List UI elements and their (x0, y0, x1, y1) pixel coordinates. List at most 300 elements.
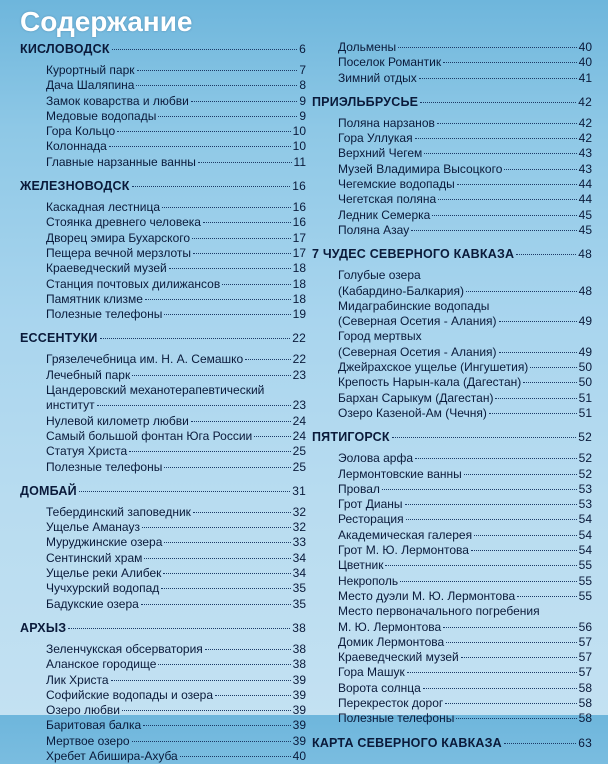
toc-entry[interactable] (20, 231, 306, 246)
entry-title: Медовые водопады (46, 108, 157, 123)
entry-title: Краеведческий музей (338, 650, 459, 665)
toc-entry[interactable] (20, 292, 306, 307)
toc-entry[interactable] (20, 215, 306, 230)
dot-leader (79, 491, 290, 492)
dot-leader (423, 688, 577, 689)
toc-entry[interactable] (312, 711, 592, 726)
toc-entry[interactable] (312, 299, 592, 330)
entry-title: Бархан Сарыкум (Дагестан) (338, 390, 494, 405)
dot-leader (466, 291, 577, 292)
dot-leader (446, 642, 576, 643)
dot-leader (180, 756, 291, 757)
entry-title: Зимний отдых (338, 70, 417, 85)
dot-leader (400, 581, 577, 582)
page-number: 48 (578, 283, 592, 298)
page-number: 32 (292, 504, 306, 519)
toc-entry[interactable] (20, 551, 306, 566)
page-number: 25 (292, 459, 306, 474)
dot-leader (132, 186, 291, 187)
page-number: 44 (578, 192, 592, 207)
toc-entry[interactable] (20, 261, 306, 276)
section-heading[interactable] (20, 42, 306, 57)
dot-leader (163, 573, 290, 574)
dot-leader (142, 527, 291, 528)
page-number: 57 (578, 650, 592, 665)
toc-entry[interactable] (312, 528, 592, 543)
page-number: 17 (292, 230, 306, 245)
page-title: Содержание (20, 6, 193, 37)
dot-leader (415, 458, 577, 459)
page-number: 6 (299, 42, 306, 56)
entry-title: Зеленчукская обсерватория (46, 641, 203, 656)
page-number: 43 (578, 161, 592, 176)
entry-title: Дворец эмира Бухарского (46, 230, 191, 245)
section-spacer (312, 421, 592, 430)
page-number: 8 (299, 78, 306, 93)
toc-entry[interactable] (20, 63, 306, 78)
entry-title-line (46, 398, 306, 413)
page-number: 9 (299, 93, 306, 108)
toc-entry[interactable] (312, 162, 592, 177)
entry-title: (Северная Осетия - Алания) (338, 344, 497, 359)
page-number: 42 (578, 115, 592, 130)
entry-title: Озеро любви (46, 703, 121, 718)
toc-entry[interactable] (20, 414, 306, 429)
dot-leader (215, 695, 291, 696)
entry-title: Полезные телефоны (46, 307, 163, 322)
dot-leader (424, 153, 576, 154)
dot-leader (164, 467, 290, 468)
dot-leader (132, 741, 291, 742)
toc-entry[interactable] (20, 94, 306, 109)
entry-title: Цветник (338, 558, 384, 573)
toc-entry[interactable] (312, 223, 592, 238)
toc-entry[interactable] (312, 391, 592, 406)
toc-entry[interactable] (312, 360, 592, 375)
page-number: 52 (578, 430, 592, 445)
toc-entry[interactable] (312, 558, 592, 573)
entry-title: Провал (338, 481, 380, 496)
entry-title: Лечебный парк (46, 367, 131, 382)
page-number: 39 (292, 687, 306, 702)
dot-leader (406, 519, 577, 520)
page-number: 18 (292, 261, 306, 276)
entry-title: Академическая галерея (338, 527, 473, 542)
entry-title: Поселок Романтик (338, 55, 442, 70)
toc-entry[interactable] (312, 482, 592, 497)
section-title: АРХЫЗ (20, 620, 67, 635)
dot-leader (97, 405, 291, 406)
dot-leader (438, 199, 576, 200)
dot-leader (191, 101, 298, 102)
dot-leader (517, 596, 577, 597)
toc-entry[interactable] (312, 208, 592, 223)
page-number: 50 (578, 360, 592, 375)
entry-title: М. Ю. Лермонтова (338, 619, 442, 634)
dot-leader (112, 49, 297, 50)
dot-leader (129, 451, 290, 452)
entry-title-line: Голубые озера (338, 268, 421, 283)
page-number: 34 (292, 566, 306, 581)
page-number: 38 (292, 641, 306, 656)
entry-title: Замок коварства и любви (46, 93, 189, 108)
toc-entry[interactable] (312, 512, 592, 527)
section-heading[interactable] (312, 95, 592, 110)
page-number: 43 (578, 146, 592, 161)
section-heading[interactable] (312, 430, 592, 445)
dot-leader (405, 504, 577, 505)
toc-section (312, 238, 592, 421)
entry-title: Ущелье Аманауз (46, 520, 140, 535)
page-number: 58 (578, 711, 592, 726)
page-number: 63 (578, 735, 592, 750)
dot-leader (162, 207, 291, 208)
dot-leader (516, 254, 576, 255)
toc-entry[interactable] (20, 505, 306, 520)
dot-leader (192, 238, 291, 239)
page-number: 23 (292, 367, 306, 382)
page-number: 52 (578, 451, 592, 466)
toc-entry[interactable] (312, 635, 592, 650)
dot-leader (504, 169, 576, 170)
page-number: 24 (292, 413, 306, 428)
toc-entry[interactable] (20, 109, 306, 124)
dot-leader (205, 649, 291, 650)
section-spacer (20, 170, 306, 179)
section-spacer (20, 322, 306, 331)
page-number: 49 (578, 314, 592, 329)
section-heading[interactable] (20, 179, 306, 194)
dot-leader (122, 710, 291, 711)
toc-entry[interactable] (312, 650, 592, 665)
entry-title: Грот Дианы (338, 497, 403, 512)
entry-title-line: Мидаграбинские водопады (338, 298, 490, 313)
toc-entry[interactable] (312, 177, 592, 192)
dot-leader (136, 85, 297, 86)
section-title: 7 ЧУДЕС СЕВЕРНОГО КАВКАЗА (312, 247, 515, 262)
entry-title: Станция почтовых дилижансов (46, 276, 221, 291)
toc-entry[interactable] (312, 696, 592, 711)
toc-entry[interactable] (20, 535, 306, 550)
page-number: 10 (292, 124, 306, 139)
section-title: ДОМБАЙ (20, 483, 77, 498)
page-number: 51 (578, 390, 592, 405)
toc-entry[interactable] (312, 116, 592, 131)
page-number: 24 (292, 428, 306, 443)
page-number: 39 (292, 672, 306, 687)
section-heading[interactable] (312, 247, 592, 262)
toc-entry[interactable] (20, 352, 306, 367)
toc-entry[interactable] (312, 681, 592, 696)
page-number: 39 (292, 733, 306, 748)
page-number: 9 (299, 108, 306, 123)
page-number: 52 (578, 466, 592, 481)
dot-leader (443, 627, 576, 628)
page-number: 23 (292, 398, 306, 413)
entry-title: Чегемские водопады (338, 177, 455, 192)
entry-title: Самый большой фонтан Юга России (46, 428, 253, 443)
dot-leader (392, 437, 577, 438)
toc-entry[interactable] (312, 665, 592, 680)
dot-leader (523, 382, 576, 383)
entry-title: Крепость Нарын-кала (Дагестан) (338, 375, 522, 390)
page-number: 32 (292, 520, 306, 535)
toc-entry[interactable] (20, 734, 306, 749)
entry-title: Хребет Абишира-Ахуба (46, 748, 178, 763)
page-number: 41 (578, 70, 592, 85)
section-title: ЕССЕНТУКИ (20, 331, 98, 346)
page-number: 56 (578, 619, 592, 634)
entry-title: Эолова арфа (338, 451, 413, 466)
dot-leader (191, 421, 291, 422)
toc-section (312, 86, 592, 238)
dot-leader (203, 222, 291, 223)
toc-entry[interactable] (312, 543, 592, 558)
toc-entry[interactable] (312, 40, 592, 55)
toc-right-column (312, 40, 592, 757)
dot-leader (420, 102, 576, 103)
entry-title: Нулевой километр любви (46, 413, 189, 428)
entry-title-line (338, 345, 592, 360)
dot-leader (169, 268, 291, 269)
toc-section (20, 612, 306, 764)
dot-leader (415, 138, 577, 139)
toc-entry[interactable] (20, 657, 306, 672)
entry-title: Муруджинские озера (46, 535, 163, 550)
toc-entry[interactable] (312, 406, 592, 421)
toc-left-column (20, 42, 306, 764)
toc-entry[interactable] (312, 71, 592, 86)
entry-title: Мертвое озеро (46, 733, 130, 748)
toc-section (20, 170, 306, 322)
page-number: 57 (578, 634, 592, 649)
entry-title: Лик Христа (46, 672, 109, 687)
toc-section (20, 475, 306, 612)
toc-entry[interactable] (312, 268, 592, 299)
toc-entry[interactable] (312, 467, 592, 482)
page-number: 35 (292, 596, 306, 611)
entry-title: Баритовая балка (46, 718, 142, 733)
entry-title: Поляна нарзанов (338, 115, 435, 130)
page-number: 58 (578, 680, 592, 695)
page-number: 7 (299, 63, 306, 77)
toc-section (20, 322, 306, 474)
toc-entry[interactable] (20, 444, 306, 459)
section-spacer (312, 86, 592, 95)
entry-title: Каскадная лестница (46, 200, 161, 215)
section-heading[interactable] (20, 331, 306, 346)
page-number: 33 (292, 535, 306, 550)
toc-entry[interactable] (20, 749, 306, 764)
section-spacer (312, 238, 592, 247)
dot-leader (474, 535, 577, 536)
dot-leader (111, 680, 291, 681)
toc-entry[interactable] (312, 604, 592, 635)
toc-entry[interactable] (20, 139, 306, 154)
entry-title-line: Цандеровский механотерапевтический (46, 383, 265, 398)
entry-title: Краеведческий музей (46, 261, 167, 276)
toc-entry[interactable] (20, 597, 306, 612)
toc-entry[interactable] (312, 146, 592, 161)
dot-leader (117, 131, 291, 132)
dot-leader (398, 47, 577, 48)
entry-title: Верхний Чегем (338, 146, 423, 161)
entry-title-line (338, 284, 592, 299)
entry-title: Домик Лермонтова (338, 634, 445, 649)
dot-leader (495, 398, 576, 399)
page-number: 48 (578, 247, 592, 262)
dot-leader (504, 743, 576, 744)
page-number: 16 (292, 179, 306, 194)
entry-title: Главные нарзанные ванны (46, 154, 196, 169)
dot-leader (382, 489, 577, 490)
dot-leader (245, 359, 290, 360)
section-title: ПРИЭЛЬБРУСЬЕ (312, 94, 419, 109)
toc-entry[interactable] (312, 131, 592, 146)
page-number: 55 (578, 573, 592, 588)
toc-entry[interactable] (20, 246, 306, 261)
entry-title: Грязелечебница им. Н. А. Семашко (46, 352, 244, 367)
toc-entry[interactable] (312, 55, 592, 70)
section-title: ПЯТИГОРСК (312, 430, 390, 445)
page-number: 45 (578, 207, 592, 222)
dot-leader (443, 62, 577, 63)
page-number: 38 (292, 657, 306, 672)
dot-leader (132, 375, 290, 376)
page-number: 42 (578, 131, 592, 146)
dot-leader (193, 512, 291, 513)
toc-entry[interactable] (20, 78, 306, 93)
toc-entry[interactable] (20, 688, 306, 703)
dot-leader (385, 565, 576, 566)
toc-entry[interactable] (20, 718, 306, 733)
toc-entry[interactable] (20, 566, 306, 581)
dot-leader (499, 352, 577, 353)
dot-leader (144, 558, 290, 559)
entry-title: Бадукские озера (46, 596, 139, 611)
toc-entry[interactable] (20, 429, 306, 444)
dot-leader (489, 413, 577, 414)
dot-leader (145, 299, 291, 300)
dot-leader (143, 725, 290, 726)
toc-entry[interactable] (312, 375, 592, 390)
entry-title-line (338, 314, 592, 329)
entry-title: Статуя Христа (46, 444, 128, 459)
dot-leader (164, 314, 290, 315)
dot-leader (164, 542, 290, 543)
page-number: 40 (292, 748, 306, 763)
entry-title: Грот М. Ю. Лермонтова (338, 543, 469, 558)
entry-title: Джейрахское ущелье (Ингушетия) (338, 360, 529, 375)
entry-title: Колоннада (46, 139, 107, 154)
entry-title: Дача Шаляпина (46, 78, 135, 93)
dot-leader (68, 628, 290, 629)
toc-entry[interactable] (20, 368, 306, 383)
dot-leader (161, 588, 290, 589)
section-title: КАРТА СЕВЕРНОГО КАВКАЗА (312, 735, 502, 750)
toc-entry[interactable] (312, 192, 592, 207)
entry-title: Гора Машук (338, 665, 405, 680)
page-number: 50 (578, 375, 592, 390)
toc-entry[interactable] (20, 703, 306, 718)
dot-leader (100, 338, 291, 339)
entry-title: (Северная Осетия - Алания) (338, 314, 497, 329)
entry-title: Перекресток дорог (338, 695, 444, 710)
dot-leader (141, 604, 291, 605)
dot-leader (158, 664, 290, 665)
section-spacer (20, 475, 306, 484)
page-number: 39 (292, 703, 306, 718)
toc-entry[interactable] (20, 200, 306, 215)
toc-entry[interactable] (20, 383, 306, 414)
entry-title: Лермонтовские ванны (338, 466, 462, 481)
toc-entry[interactable] (312, 574, 592, 589)
dot-leader (419, 78, 577, 79)
toc-entry[interactable] (20, 124, 306, 139)
toc-entry[interactable] (20, 520, 306, 535)
section-heading[interactable] (312, 736, 592, 751)
entry-title-line: Место первоначального погребения (338, 604, 540, 619)
entry-title: Озеро Казеной-Ам (Чечня) (338, 405, 487, 420)
toc-entry[interactable] (20, 277, 306, 292)
page-number: 19 (292, 307, 306, 322)
dot-leader (461, 657, 577, 658)
dot-leader (193, 253, 291, 254)
page-number: 38 (292, 620, 306, 635)
entry-title: Стоянка древнего человека (46, 215, 201, 230)
toc-entry[interactable] (20, 673, 306, 688)
dot-leader (499, 321, 577, 322)
entry-title: Чегетская поляна (338, 192, 437, 207)
entry-title: Софийские водопады и озера (46, 687, 214, 702)
entry-title-line: Город мертвых (338, 329, 422, 344)
page-number: 42 (578, 94, 592, 109)
toc-section (312, 40, 592, 86)
toc-entry[interactable] (312, 497, 592, 512)
entry-title: (Кабардино-Балкария) (338, 283, 464, 298)
entry-title: Курортный парк (46, 63, 135, 77)
entry-title: Аланское городище (46, 657, 157, 672)
dot-leader (137, 70, 298, 71)
toc-entry[interactable] (20, 642, 306, 657)
section-heading[interactable] (20, 484, 306, 499)
entry-title: Полезные телефоны (338, 711, 455, 726)
page-number: 34 (292, 550, 306, 565)
toc-entry[interactable] (312, 329, 592, 360)
toc-entry[interactable] (312, 451, 592, 466)
section-heading[interactable] (20, 621, 306, 636)
dot-leader (411, 230, 576, 231)
toc-entry[interactable] (20, 307, 306, 322)
toc-entry[interactable] (20, 581, 306, 596)
toc-entry[interactable] (20, 460, 306, 475)
toc-entry[interactable] (20, 155, 306, 170)
toc-entry[interactable] (312, 589, 592, 604)
entry-title: Ворота солнца (338, 680, 421, 695)
page-number: 18 (292, 276, 306, 291)
heading-spacer (312, 751, 592, 757)
dot-leader (464, 474, 577, 475)
page-number: 22 (292, 331, 306, 346)
page-number: 54 (578, 543, 592, 558)
page-number: 54 (578, 512, 592, 527)
page-number: 22 (292, 352, 306, 367)
entry-title-line (338, 620, 592, 635)
page-number: 54 (578, 527, 592, 542)
toc-section (312, 421, 592, 726)
entry-title: Дольмены (338, 40, 397, 54)
section-title: КИСЛОВОДСК (20, 42, 110, 56)
